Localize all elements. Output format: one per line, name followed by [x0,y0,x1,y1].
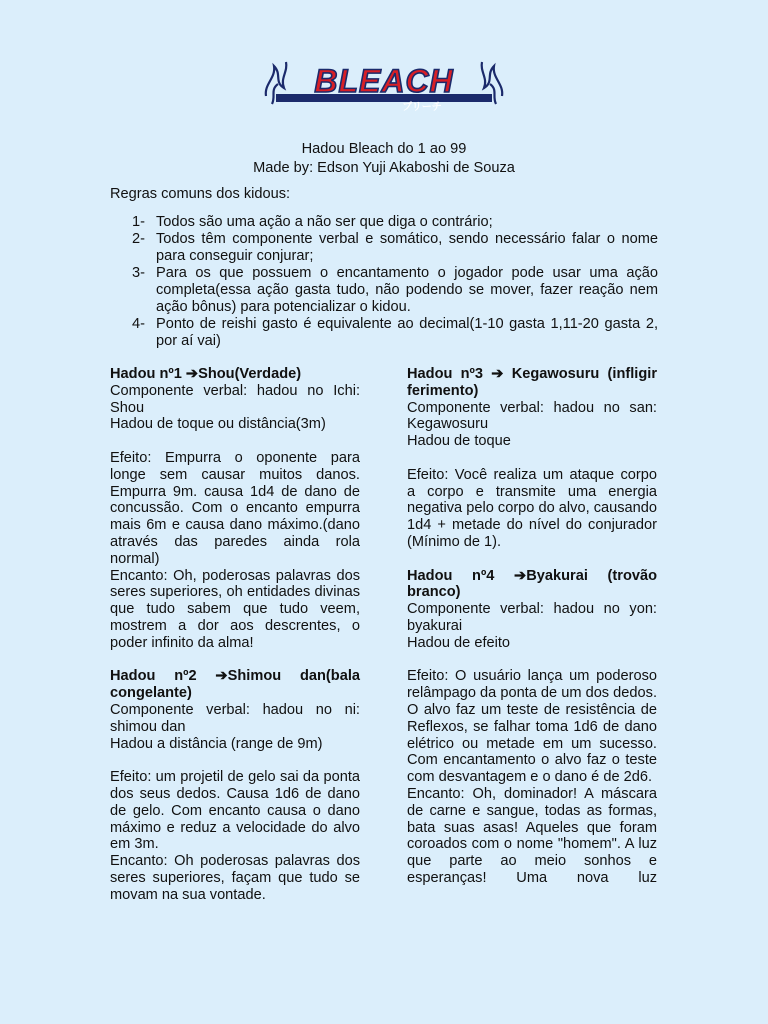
bleach-logo [262,58,506,114]
document-title: Hadou Bleach do 1 ao 99 [301,141,467,157]
hadou-2-section [110,668,360,903]
hadou-3-title: Hadou nº3 ➔ Kegawosuru (infligir ferimento) [407,366,657,399]
rule-number: 1- [132,214,145,230]
hadou-3-verbal: Componente verbal: hadou no san: Kegawosuru [407,399,657,433]
hadou-1-type: Hadou de toque ou distância(3m) [110,416,326,433]
rule-number: 2- [132,231,145,247]
hadou-4-chant: Encanto: Oh, dominador! A máscara de carne e sangue, todas as formas, bata suas asas! Aqueles que foram coroados com o nome "homem". A luz que parte ao meio sonhos e esperanças! Uma nova luz [407,785,657,886]
hadou-2-effect: Efeito: um projetil de gelo sai da ponta dos seus dedos. Causa 1d6 de dano de gelo. Com encanto causa o dano máximo e reduz a velocidade do alvo em 3m. [110,769,360,853]
hadou-2-type: Hadou a distância (range de 9m) [110,735,323,752]
hadou-2-title: Hadou nº2 ➔Shimou dan(bala congelante) [110,668,360,702]
hadou-3-section [407,366,657,551]
hadou-1-verbal: Componente verbal: hadou no Ichi: Shou [110,382,360,416]
hadou-1-chant: Encanto: Oh, poderosas palavras dos seres superiores, oh entidades divinas que tudo sabem que tudo veem, mostrem a dor aos descrentes, o poder infinito da alma! [110,567,360,651]
rule-number: 4- [132,316,145,332]
hadou-4-type: Hadou de efeito [407,634,511,651]
hadou-2-chant: Encanto: Oh poderosas palavras dos seres superiores, façam que tudo se movam na sua vontade. [110,853,360,903]
hadou-1-title: Hadou nº1 ➔Shou(Verdade) [110,366,302,382]
rule-number: 3- [132,265,145,281]
hadou-4-title: Hadou nº4 ➔Byakurai (trovão branco) [407,567,657,601]
rule-item [110,316,658,350]
rules-title: Regras comuns dos kidous: [110,186,291,202]
hadou-4-verbal: Componente verbal: hadou no yon: byakurai [407,601,657,634]
hadou-3-effect: Efeito: Você realiza um ataque corpo a corpo e transmite uma energia negativa pelo corpo do alvo, causando 1d4 + metade do nível do conjurador (Mínimo de 1). [407,466,657,550]
hadou-4-section [407,568,657,887]
rule-item [110,265,658,316]
rule-item [110,214,658,231]
rule-text: Para os que possuem o encantamento o jogador pode usar uma ação completa(essa ação gasta tudo, não podendo se mover, fazer reação nem ação bônus) para potencializar o kidou. [156,265,658,315]
rule-text: Todos têm componente verbal e somático, sendo necessário falar o nome para conseguir conjurar; [156,231,658,264]
hadou-1-section [110,366,360,652]
rules-list [110,214,658,350]
rule-text: Todos são uma ação a não ser que diga o contrário; [156,214,493,230]
left-column [110,366,360,920]
document-author: Made by: Edson Yuji Akaboshi de Souza [253,160,515,176]
right-column [407,366,657,904]
hadou-3-type: Hadou de toque [407,433,511,450]
logo-subtext: ブリーチ [402,102,442,113]
rule-text: Ponto de reishi gasto é equivalente ao decimal(1-10 gasta 1,11-20 gasta 2, por aí vai) [156,316,658,349]
rule-item [110,231,658,265]
hadou-1-effect: Efeito: Empurra o oponente para longe sem causar muitos danos. Empurra 9m. causa 1d4 de dano de concussão. Com o encanto empurra mais 6m e causa dano máximo.(dano através das paredes ainda rola normal) [110,449,360,567]
hadou-2-verbal: Componente verbal: hadou no ni: shimou dan [110,701,360,735]
hadou-4-effect: Efeito: O usuário lança um poderoso relâmpago da ponta de um dos dedos. O alvo faz um teste de resistência de Reflexos, se falhar toma 1d6 de dano elétrico ou metade em um sucesso. Com encantamento o alvo faz o teste com desvantagem e o dano é de 2d6. [407,668,657,786]
logo-text: BLEACH [314,63,454,99]
